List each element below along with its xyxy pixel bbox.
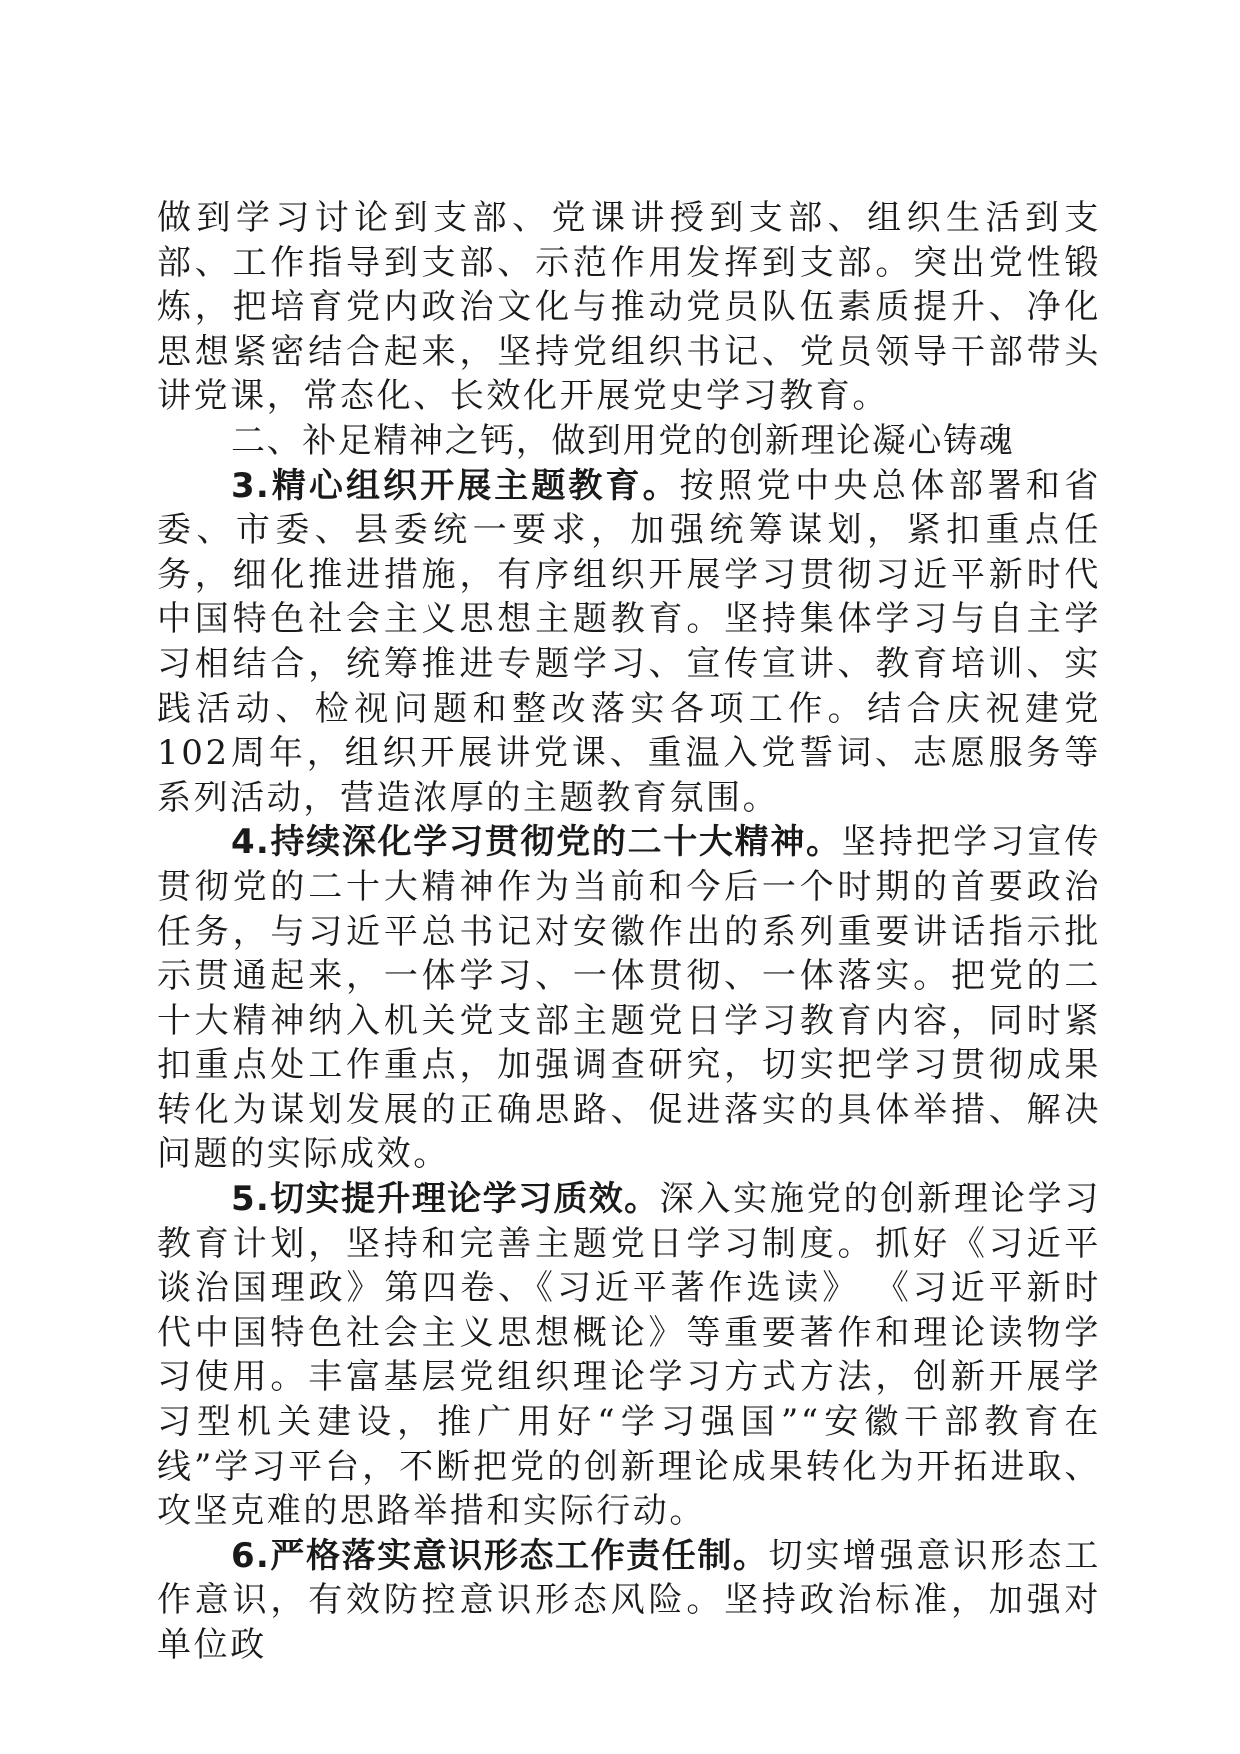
item-paragraph-4	[157, 820, 1101, 1177]
item-paragraph-5	[157, 1177, 1101, 1534]
item-lead-4: 4.持续深化学习贯彻党的二十大精神。	[231, 822, 842, 863]
item-lead-3: 3.精心组织开展主题教育。	[231, 465, 680, 506]
item-body-5: 深入实施党的创新理论学习教育计划，坚持和完善主题党日学习制度。抓好《习近平谈治国理政》第四卷、《习近平著作选读》 《习近平新时代中国特色社会主义思想概论》等重要著作和理论读物学习使用。丰富基层党组织理论学习方式方法，创新开展学习型机关建设，推广用好“学习强国”“安徽干部教育在线”学习平台，不断把党的创新理论成果转化为开拓进取、攻坚克难的思路举措和实际行动。	[157, 1179, 1101, 1532]
document-body	[157, 196, 1101, 1668]
item-body-6: 切实增强意识形态工作意识，有效防控意识形态风险。坚持政治标准，加强对单位政	[157, 1535, 1101, 1665]
continuation-paragraph: 做到学习讨论到支部、党课讲授到支部、组织生活到支部、工作指导到支部、示范作用发挥到支部。突出党性锻炼，把培育党内政治文化与推动党员队伍素质提升、净化思想紧密结合起来，坚持党组织书记、党员领导干部带头讲党课，常态化、长效化开展党史学习教育。	[157, 198, 1101, 417]
item-lead-6: 6.严格落实意识形态工作责任制。	[231, 1535, 769, 1576]
item-body-3: 按照党中央总体部署和省委、市委、县委统一要求，加强统筹谋划，紧扣重点任务，细化推进措施，有序组织开展学习贯彻习近平新时代中国特色社会主义思想主题教育。坚持集体学习与自主学习相结合，统筹推进专题学习、宣传宣讲、教育培训、实践活动、检视问题和整改落实各项工作。结合庆祝建党102周年，组织开展讲党课、重温入党誓词、志愿服务等系列活动，营造浓厚的主题教育氛围。	[157, 465, 1101, 818]
section-heading: 二、补足精神之钙，做到用党的创新理论凝心铸魂	[231, 420, 1015, 461]
item-paragraph-6	[157, 1534, 1101, 1668]
item-body-4: 坚持把学习宣传贯彻党的二十大精神作为当前和今后一个时期的首要政治任务，与习近平总书记对安徽作出的系列重要讲话指示批示贯通起来，一体学习、一体贯彻、一体落实。把党的二十大精神纳入机关党支部主题党日学习教育内容，同时紧扣重点处工作重点，加强调查研究，切实把学习贯彻成果转化为谋划发展的正确思路、促进落实的具体举措、解决问题的实际成效。	[157, 822, 1101, 1175]
item-lead-5: 5.切实提升理论学习质效。	[231, 1179, 660, 1220]
item-paragraph-3	[157, 464, 1101, 821]
